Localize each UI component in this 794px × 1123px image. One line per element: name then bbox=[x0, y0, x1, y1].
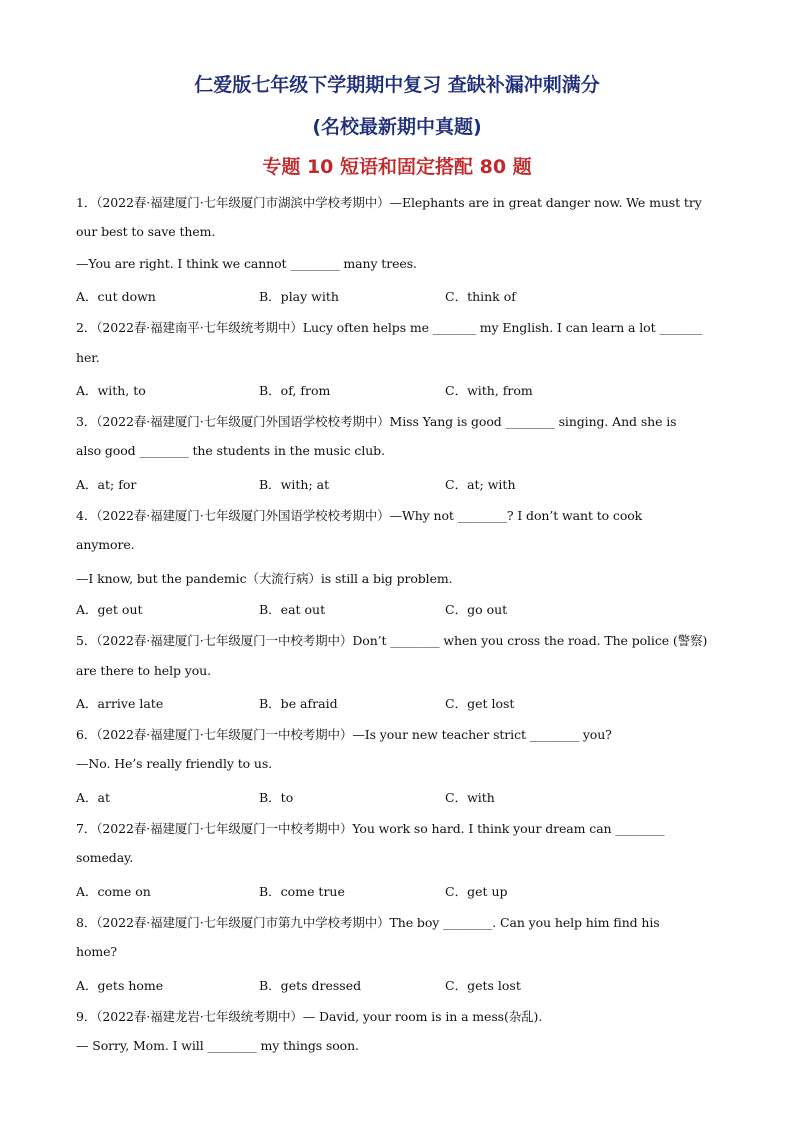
answer-option: C．with, from bbox=[445, 382, 533, 398]
answer-option: C．go out bbox=[445, 601, 508, 617]
answer-option: B．be afraid bbox=[259, 695, 338, 711]
answer-option: A．get out bbox=[76, 601, 143, 617]
answer-option: A．with, to bbox=[76, 382, 146, 398]
question-text-line: also good ________ the students in the music club. bbox=[76, 443, 385, 459]
answer-option: B．come true bbox=[259, 883, 345, 899]
question-stem: 1．（2022春·福建厦门·七年级厦门市湖滨中学校考期中）—Elephants are in great danger now. We must try bbox=[76, 195, 702, 210]
question-text-line: — Sorry, Mom. I will ________ my things soon. bbox=[76, 1038, 359, 1054]
question-text-line: our best to save them. bbox=[76, 224, 216, 240]
question-text-line: —I know, but the pandemic（大流行病）is still a big problem. bbox=[76, 570, 453, 586]
question-stem: 9．（2022春·福建龙岩·七年级统考期中）— David, your room is in a mess(杂乱). bbox=[76, 1008, 543, 1024]
question-stem: 8．（2022春·福建厦门·七年级厦门市第九中学校考期中）The boy ________. Can you help him find his bbox=[76, 914, 660, 930]
answer-option: A．at bbox=[76, 789, 111, 805]
question-stem: 6．（2022春·福建厦门·七年级厦门一中校考期中）—Is your new teacher strict ________ you? bbox=[76, 727, 612, 743]
question-text-line: her. bbox=[76, 349, 100, 365]
document-title: 仁爱版七年级下学期期中复习 查缺补漏冲刺满分 bbox=[194, 74, 600, 96]
answer-option: B．with; at bbox=[259, 476, 330, 492]
answer-option: A．come on bbox=[76, 883, 151, 899]
question-stem: 2．（2022春·福建南平·七年级统考期中）Lucy often helps me _______ my English. I can learn a lot _______ bbox=[76, 320, 703, 336]
question-text-line: —No. He’s really friendly to us. bbox=[76, 756, 273, 772]
answer-option: C．gets lost bbox=[445, 977, 521, 993]
document-subtitle: (名校最新期中真题) bbox=[312, 116, 482, 138]
answer-option: B．gets dressed bbox=[259, 977, 362, 993]
question-text-line: home? bbox=[76, 944, 118, 960]
question-text-line: someday. bbox=[76, 850, 134, 866]
answer-option: B．eat out bbox=[259, 601, 326, 617]
question-text-line: are there to help you. bbox=[76, 662, 211, 678]
answer-option: C．at; with bbox=[445, 476, 516, 492]
question-text-line: anymore. bbox=[76, 537, 135, 553]
topic-heading: 专题 10 短语和固定搭配 80 题 bbox=[262, 156, 532, 178]
question-stem: 3．（2022春·福建厦门·七年级厦门外国语学校校考期中）Miss Yang is good ________ singing. And she is bbox=[76, 414, 677, 430]
question-stem: 4．（2022春·福建厦门·七年级厦门外国语学校校考期中）—Why not ________? I don’t want to cook bbox=[76, 508, 643, 523]
answer-option: A．gets home bbox=[76, 977, 164, 993]
answer-option: C．with bbox=[445, 789, 495, 805]
answer-option: B．of, from bbox=[259, 382, 331, 398]
answer-option: C．get lost bbox=[445, 695, 515, 711]
answer-option: A．cut down bbox=[76, 288, 156, 304]
answer-option: B．to bbox=[259, 789, 294, 805]
answer-option: B．play with bbox=[259, 288, 339, 304]
answer-option: A．at; for bbox=[76, 476, 137, 492]
question-stem: 5．（2022春·福建厦门·七年级厦门一中校考期中）Don’t ________ when you cross the road. The police (警察) bbox=[76, 633, 708, 649]
answer-option: A．arrive late bbox=[76, 695, 164, 711]
question-text-line: —You are right. I think we cannot ________ many trees. bbox=[76, 255, 417, 271]
answer-option: C．get up bbox=[445, 883, 508, 899]
question-stem: 7．（2022春·福建厦门·七年级厦门一中校考期中）You work so hard. I think your dream can ________ bbox=[76, 821, 665, 836]
answer-option: C．think of bbox=[445, 288, 516, 304]
